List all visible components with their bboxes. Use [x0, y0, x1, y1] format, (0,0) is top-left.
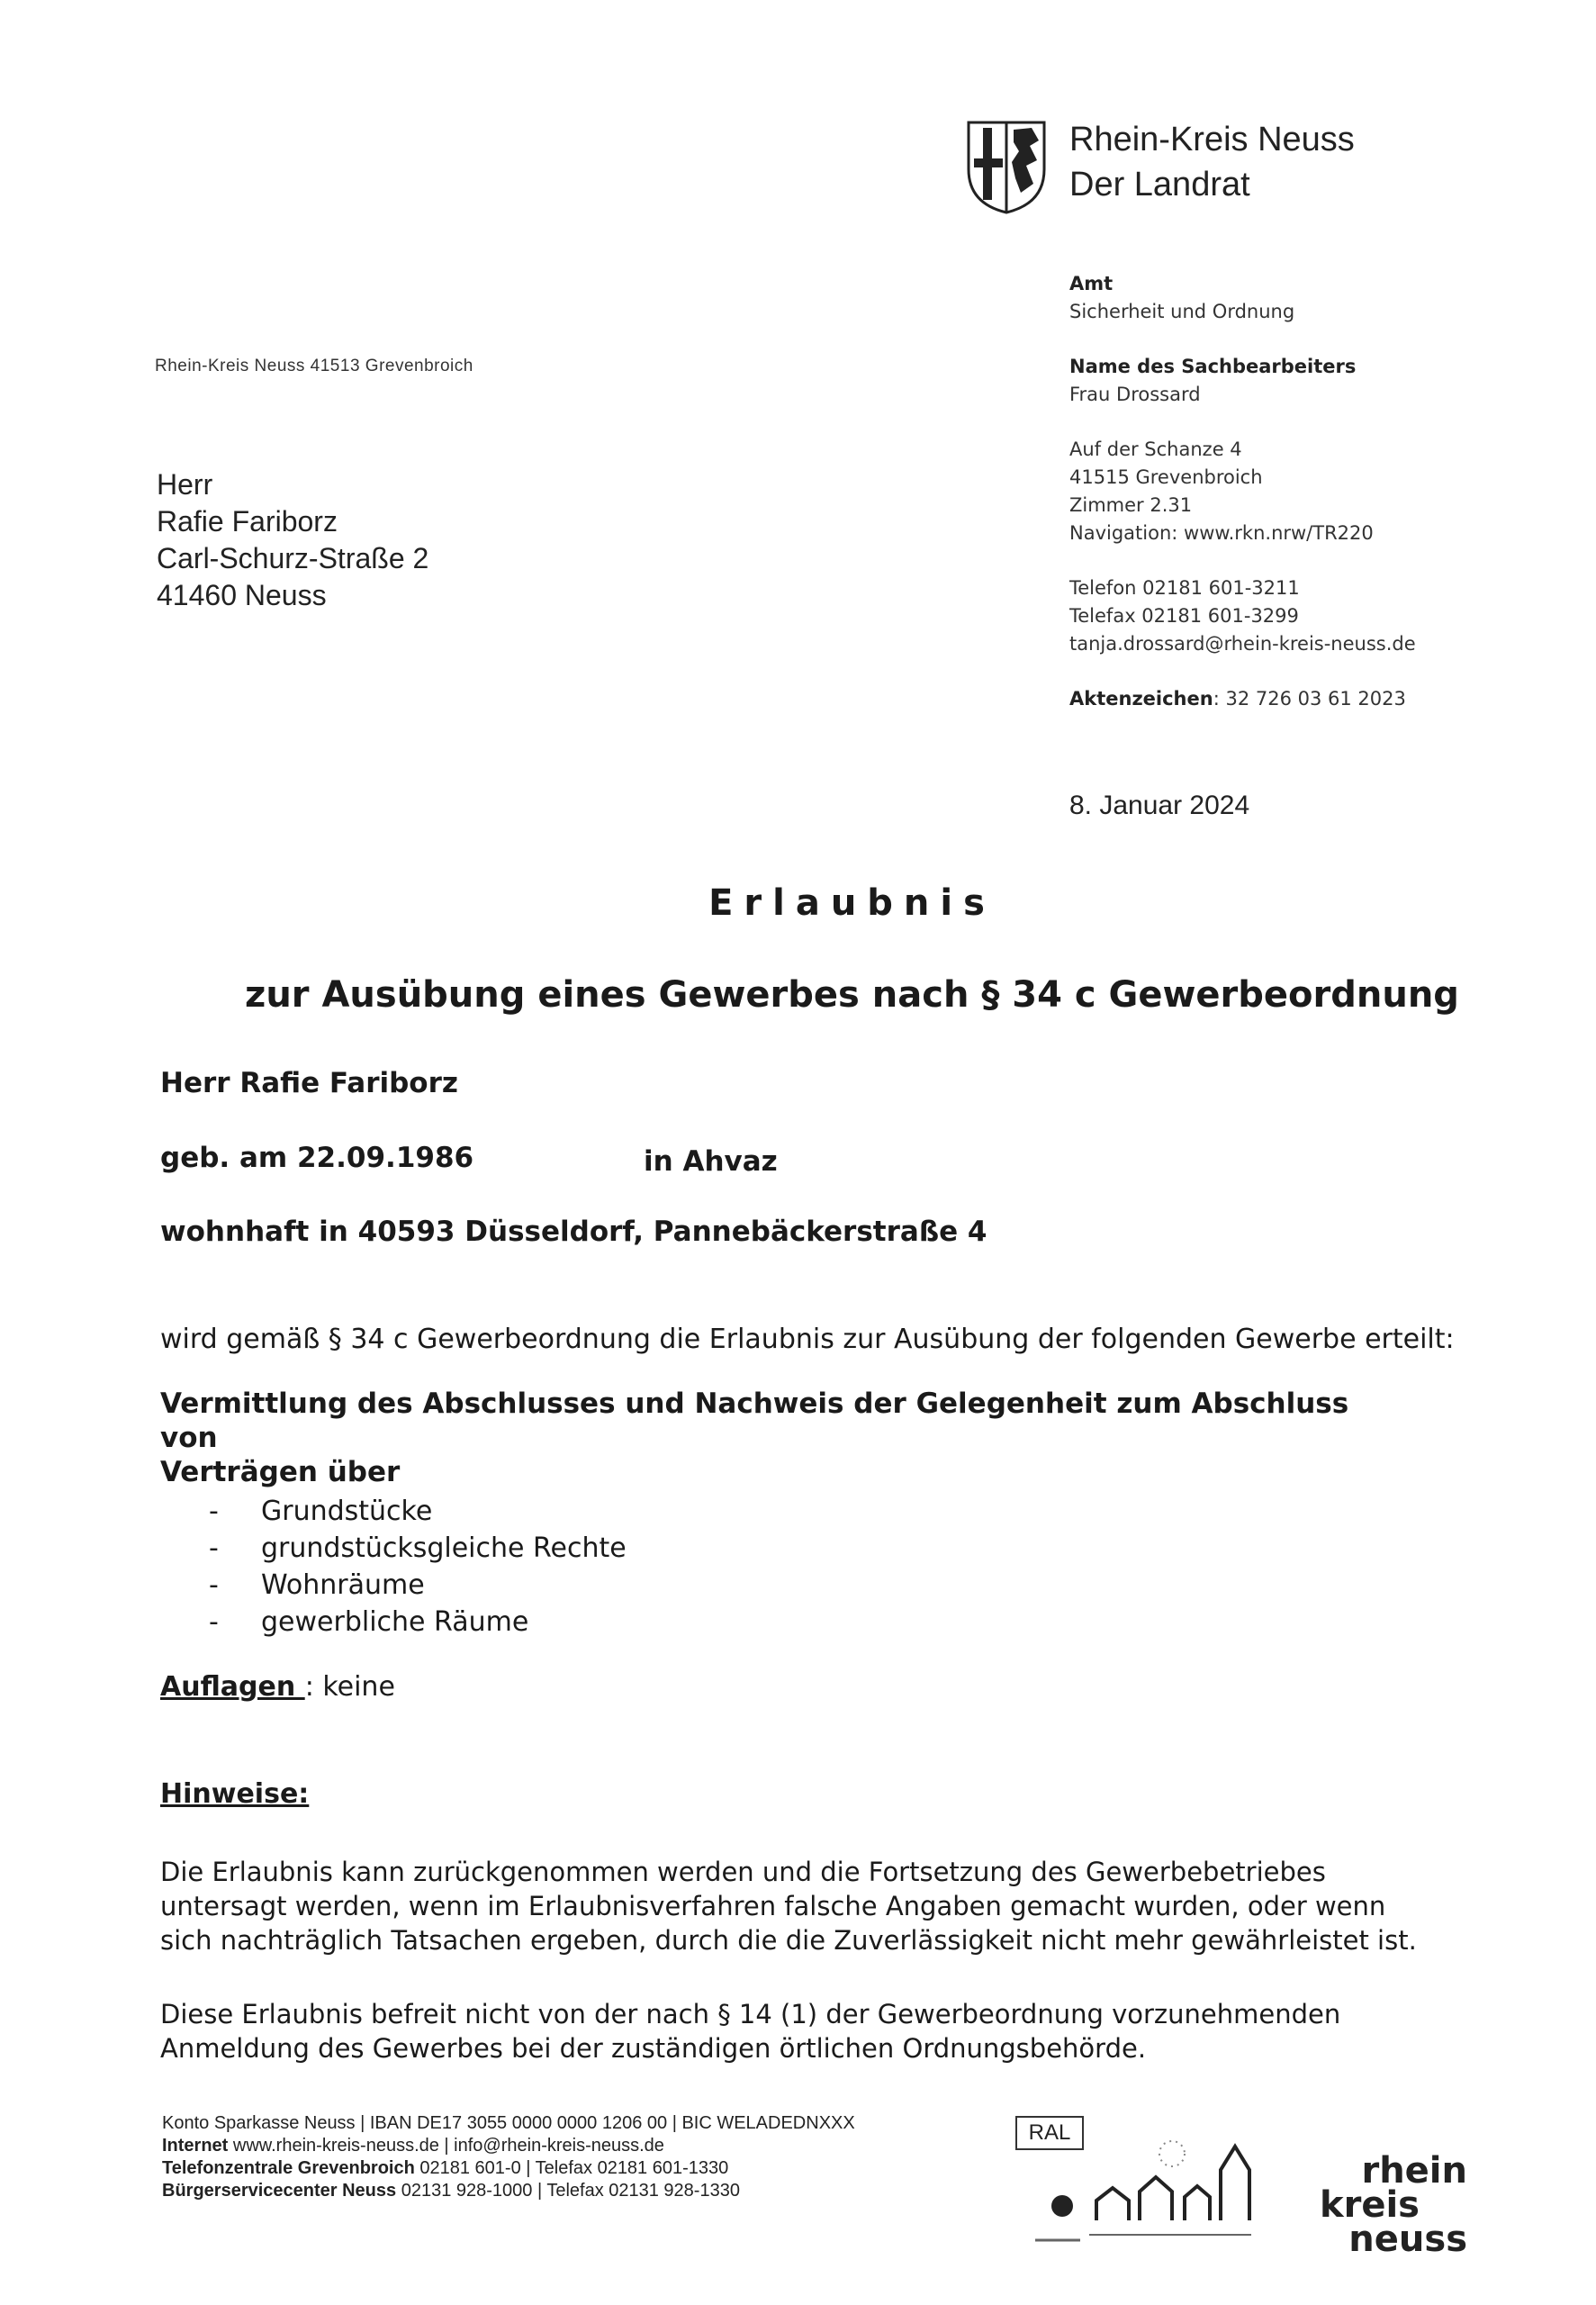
- grant-scope-line-1: Vermittlung des Abschlusses und Nachweis der Gelegenheit zum Abschluss von: [160, 1388, 1349, 1454]
- residence: wohnhaft in 40593 Düsseldorf, Pannebäckerstraße 4: [160, 1216, 987, 1248]
- conditions-label: Auflagen: [160, 1671, 305, 1703]
- office-city: 41515 Grevenbroich: [1069, 466, 1263, 488]
- footer-citizen-service: Bürgerservicecenter Neuss 02131 928-1000 | Telefax 02131 928-1330: [162, 2181, 740, 2201]
- list-item: - grundstücksgleiche Rechte: [209, 1532, 627, 1564]
- person-name: Herr Rafie Fariborz: [160, 1067, 458, 1099]
- org-line-2: Der Landrat: [1069, 166, 1250, 203]
- conditions-value: : keine: [304, 1671, 395, 1703]
- grant-scope-line-2: Verträgen über: [160, 1456, 401, 1488]
- recipient-city: 41460 Neuss: [157, 579, 327, 611]
- european-municipality-logo-icon: [1035, 2134, 1287, 2251]
- office-street: Auf der Schanze 4: [1069, 438, 1242, 460]
- footer-switchboard: Telefonzentrale Grevenbroich 02181 601-0 | Telefax 02181 601-1330: [162, 2158, 729, 2178]
- hints-heading: Hinweise:: [160, 1778, 310, 1810]
- office-room: Zimmer 2.31: [1069, 494, 1193, 516]
- footer-web: Internet www.rhein-kreis-neuss.de | info@rhein-kreis-neuss.de: [162, 2136, 664, 2156]
- recipient-salutation: Herr: [157, 468, 213, 501]
- office-fax: Telefax 02181 601-3299: [1069, 605, 1299, 627]
- letter-date: 8. Januar 2024: [1069, 791, 1250, 820]
- ral-badge: RAL: [1015, 2116, 1084, 2150]
- hint-paragraph-2: Diese Erlaubnis befreit nicht von der nach § 14 (1) der Gewerbeordnung vorzunehmenden Anmeldung des Gewerbes bei der zuständigen örtlichen Ordnungsbehörde.: [160, 1999, 1341, 2064]
- amt-value: Sicherheit und Ordnung: [1069, 301, 1295, 322]
- document-title: Erlaubnis: [708, 882, 996, 924]
- office-email: tanja.drossard@rhein-kreis-neuss.de: [1069, 633, 1416, 655]
- grant-scope: [160, 1387, 1402, 1489]
- sender-return-address: Rhein-Kreis Neuss 41513 Grevenbroich: [155, 357, 473, 375]
- document-subtitle: zur Ausübung eines Gewerbes nach § 34 c Gewerbeordnung: [245, 974, 1459, 1016]
- hint-paragraph-1: Die Erlaubnis kann zurückgenommen werden und die Fortsetzung des Gewerbebetriebes untersagt werden, wenn im Erlaubnisverfahren falsche Angaben gemacht wurden, oder wenn sich nachträglich Tatsachen ergeben, durch die die Zuverlässigkeit nicht mehr gewährleistet ist.: [160, 1857, 1417, 1956]
- info-block: [1069, 270, 1519, 713]
- footer-bank: Konto Sparkasse Neuss | IBAN DE17 3055 0000 0000 1206 00 | BIC WELADEDNXXX: [162, 2113, 855, 2133]
- organization-name: [1069, 117, 1355, 207]
- file-value: : 32 726 03 61 2023: [1213, 688, 1406, 710]
- footer-contact: [162, 2112, 855, 2202]
- amt-label: Amt: [1069, 273, 1114, 294]
- list-item: - Grundstücke: [209, 1496, 433, 1527]
- org-line-1: Rhein-Kreis Neuss: [1069, 121, 1355, 158]
- coat-of-arms-icon: [961, 115, 1051, 216]
- conditions: [160, 1671, 395, 1703]
- list-item: - Wohnräume: [209, 1569, 425, 1601]
- office-navigation: Navigation: www.rkn.nrw/TR220: [1069, 522, 1374, 544]
- grant-intro: wird gemäß § 34 c Gewerbeordnung die Erlaubnis zur Ausübung der folgenden Gewerbe erteilt:: [160, 1324, 1455, 1355]
- permitted-items-list: [209, 1493, 627, 1641]
- recipient-street: Carl-Schurz-Straße 2: [157, 542, 429, 574]
- clerk-value: Frau Drossard: [1069, 384, 1201, 405]
- rhein-kreis-neuss-logo: rhein kreis neuss: [1320, 2150, 1467, 2260]
- birth-date: geb. am 22.09.1986: [160, 1142, 474, 1174]
- file-label: Aktenzeichen: [1069, 688, 1213, 710]
- office-phone: Telefon 02181 601-3211: [1069, 577, 1300, 599]
- file-reference: [1069, 685, 1519, 713]
- recipient-name: Rafie Fariborz: [157, 505, 338, 538]
- clerk-label: Name des Sachbearbeiters: [1069, 356, 1357, 377]
- recipient-address: [157, 466, 428, 614]
- birth-place: in Ahvaz: [644, 1145, 778, 1178]
- list-item: - gewerbliche Räume: [209, 1606, 529, 1638]
